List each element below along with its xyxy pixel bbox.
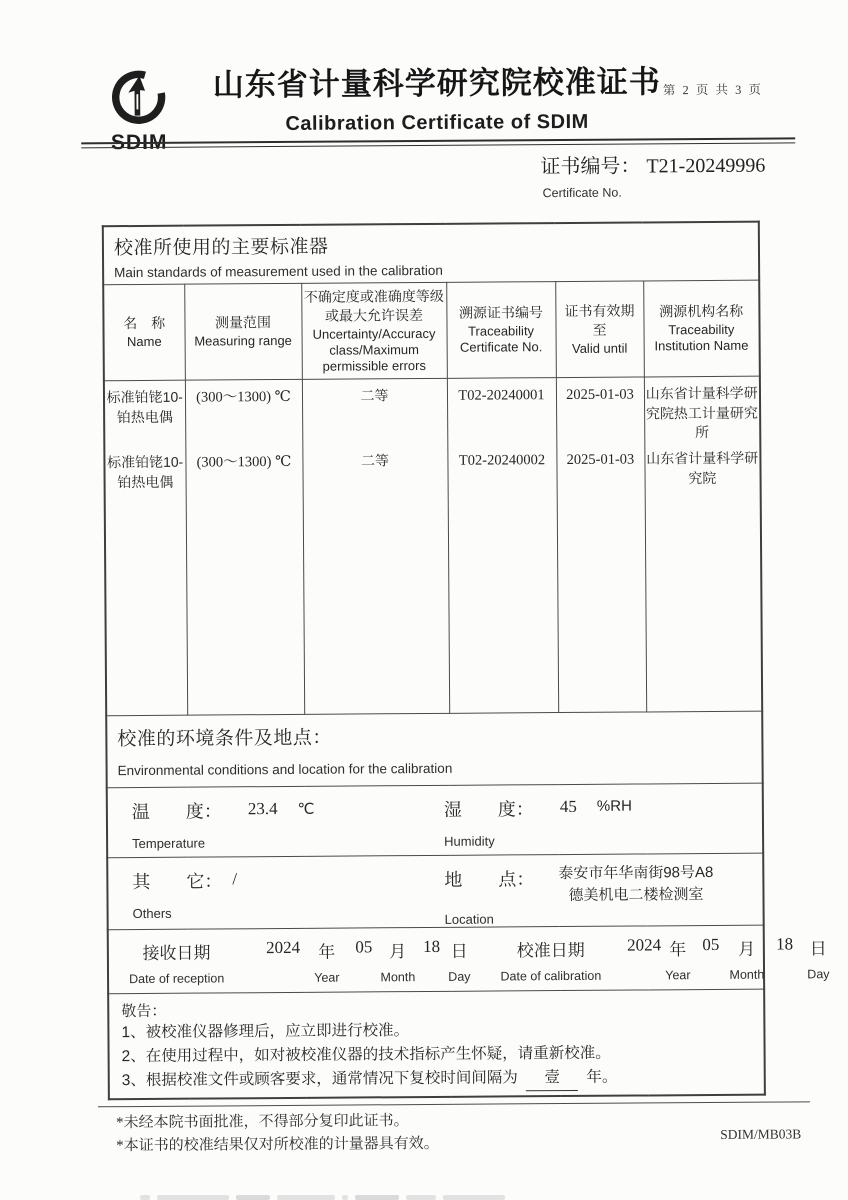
- title-chinese: 山东省计量科学研究院校准证书: [212, 64, 661, 103]
- notice-title: 敬告：: [121, 1002, 167, 1020]
- standards-section-title: [103, 222, 759, 285]
- logo-text: SDIM: [110, 130, 168, 155]
- recalibration-interval-value: 壹: [526, 1065, 578, 1090]
- temperature-label: 温 度：: [131, 801, 222, 823]
- location-value: 泰安市年华南街98号A8 德美机电二楼检测室: [558, 863, 714, 904]
- notice-item-3: 3、根据校准文件或顾客要求，通常情况下复校时间间隔为 壹 年。: [122, 1064, 754, 1093]
- form-code: SDIM/MB03B: [720, 1126, 802, 1142]
- humidity-value: 45: [559, 796, 577, 817]
- calibration-month-value: 05: [702, 934, 720, 954]
- others-location-row: [107, 853, 764, 929]
- cell-institution: 山东省计量科学研究院热工计量研究所 山东省计量科学研究院: [644, 376, 762, 712]
- reception-year-value: 2024: [265, 937, 301, 957]
- cell-name: 标准铂铑10-铂热电偶 标准铂铑10-铂热电偶: [104, 380, 187, 716]
- sdim-emblem-icon: [107, 115, 171, 132]
- cell-range: (300～1300) ℃ (300～1300) ℃: [185, 379, 304, 715]
- document-title: [202, 56, 673, 136]
- notice-item-2: 2、在使用过程中，如对被校准仪器的技术指标产生怀疑，请重新校准。: [121, 1044, 611, 1065]
- temperature-value: 23.4: [247, 799, 278, 819]
- standards-title-en: Main standards of measurement used in the calibration: [114, 262, 443, 281]
- temperature-label-en: Temperature: [132, 835, 206, 852]
- cell-valid-until: 2025-01-03 2025-01-03: [556, 377, 646, 713]
- dates-row: [108, 925, 830, 994]
- calibration-day-value: 18: [775, 933, 794, 954]
- temperature-unit: ℃: [297, 800, 315, 818]
- others-label: 其 它：: [132, 871, 223, 893]
- location-label: 地 点：: [444, 869, 535, 890]
- environment-title-zh: 校准的环境条件及地点：: [117, 727, 332, 751]
- title-english: Calibration Certificate of SDIM: [285, 110, 589, 135]
- environment-title-en: Environmental conditions and location for the calibration: [117, 760, 453, 779]
- reception-month-value: 05: [355, 936, 373, 956]
- reception-day-value: 18: [422, 936, 441, 956]
- year-unit: 年 Year: [314, 942, 340, 985]
- location-block: [444, 864, 723, 926]
- col-header-institution: 溯源机构名称 Traceability Institution Name: [643, 280, 760, 377]
- scan-artifact: [140, 1194, 505, 1200]
- month-unit-2: 月 Month: [729, 939, 765, 982]
- col-header-valid-until: 证书有效期至 Valid until: [555, 281, 644, 378]
- notice-section: [108, 989, 765, 1100]
- day-unit-2: 日 Day: [807, 938, 830, 981]
- footer-note-1: *未经本院书面批准，不得部分复印此证书。: [116, 1113, 409, 1132]
- temp-humidity-row: [107, 783, 764, 858]
- cell-uncertainty: 二等 二等: [302, 378, 449, 714]
- year-unit-2: 年 Year: [665, 939, 691, 982]
- col-header-uncertainty: 不确定度或准确度等级或最大允许误差 Uncertainty/Accuracy class/Maximum permissible errors: [301, 282, 447, 379]
- humidity-label: 湿 度：: [443, 799, 534, 820]
- humidity-label-en: Humidity: [444, 833, 495, 849]
- calibration-year-value: 2024: [626, 934, 662, 955]
- col-header-range: 测量范围 Measuring range: [184, 283, 302, 380]
- others-block: [132, 866, 432, 929]
- col-header-name: 名 称 Name: [103, 284, 185, 381]
- humidity-block: [444, 795, 632, 849]
- location-label-en: Location: [444, 911, 494, 927]
- certificate-number-label-en: Certificate No.: [542, 185, 622, 201]
- reception-date-label: 接收日期 Date of reception: [129, 943, 225, 986]
- standards-table: [102, 221, 830, 1101]
- calibration-date-label: 校准日期 Date of calibration: [500, 940, 602, 983]
- certificate-number-label: 证书编号：: [540, 155, 641, 179]
- standards-header-row: [103, 280, 760, 381]
- others-label-en: Others: [132, 905, 172, 922]
- notice-item-1: 1、被校准仪器修理后，应立即进行校准。: [121, 1021, 410, 1041]
- certificate-number-block: [540, 149, 765, 201]
- standards-title-zh: 校准所使用的主要标准器: [113, 236, 329, 260]
- environment-section-title: [106, 711, 763, 788]
- cell-traceability-no: T02-20240001 T02-20240002: [447, 378, 558, 714]
- standards-data-row: [104, 376, 762, 716]
- footer-note-2: *本证书的校准结果仅对所校准的计量器具有效。: [116, 1135, 439, 1154]
- day-unit: 日 Day: [448, 941, 471, 984]
- others-value: /: [232, 869, 238, 889]
- col-header-traceability-no: 溯源证书编号 Traceability Certificate No.: [446, 282, 556, 379]
- footer-divider: [98, 1101, 810, 1107]
- certificate-number-value: T21-20249996: [646, 154, 766, 178]
- temperature-block: [132, 796, 432, 851]
- footer-notes: [116, 1110, 439, 1157]
- month-unit: 月 Month: [380, 941, 416, 984]
- humidity-unit: %RH: [596, 797, 632, 815]
- page-number: 第 2 页 共 3 页: [662, 82, 764, 98]
